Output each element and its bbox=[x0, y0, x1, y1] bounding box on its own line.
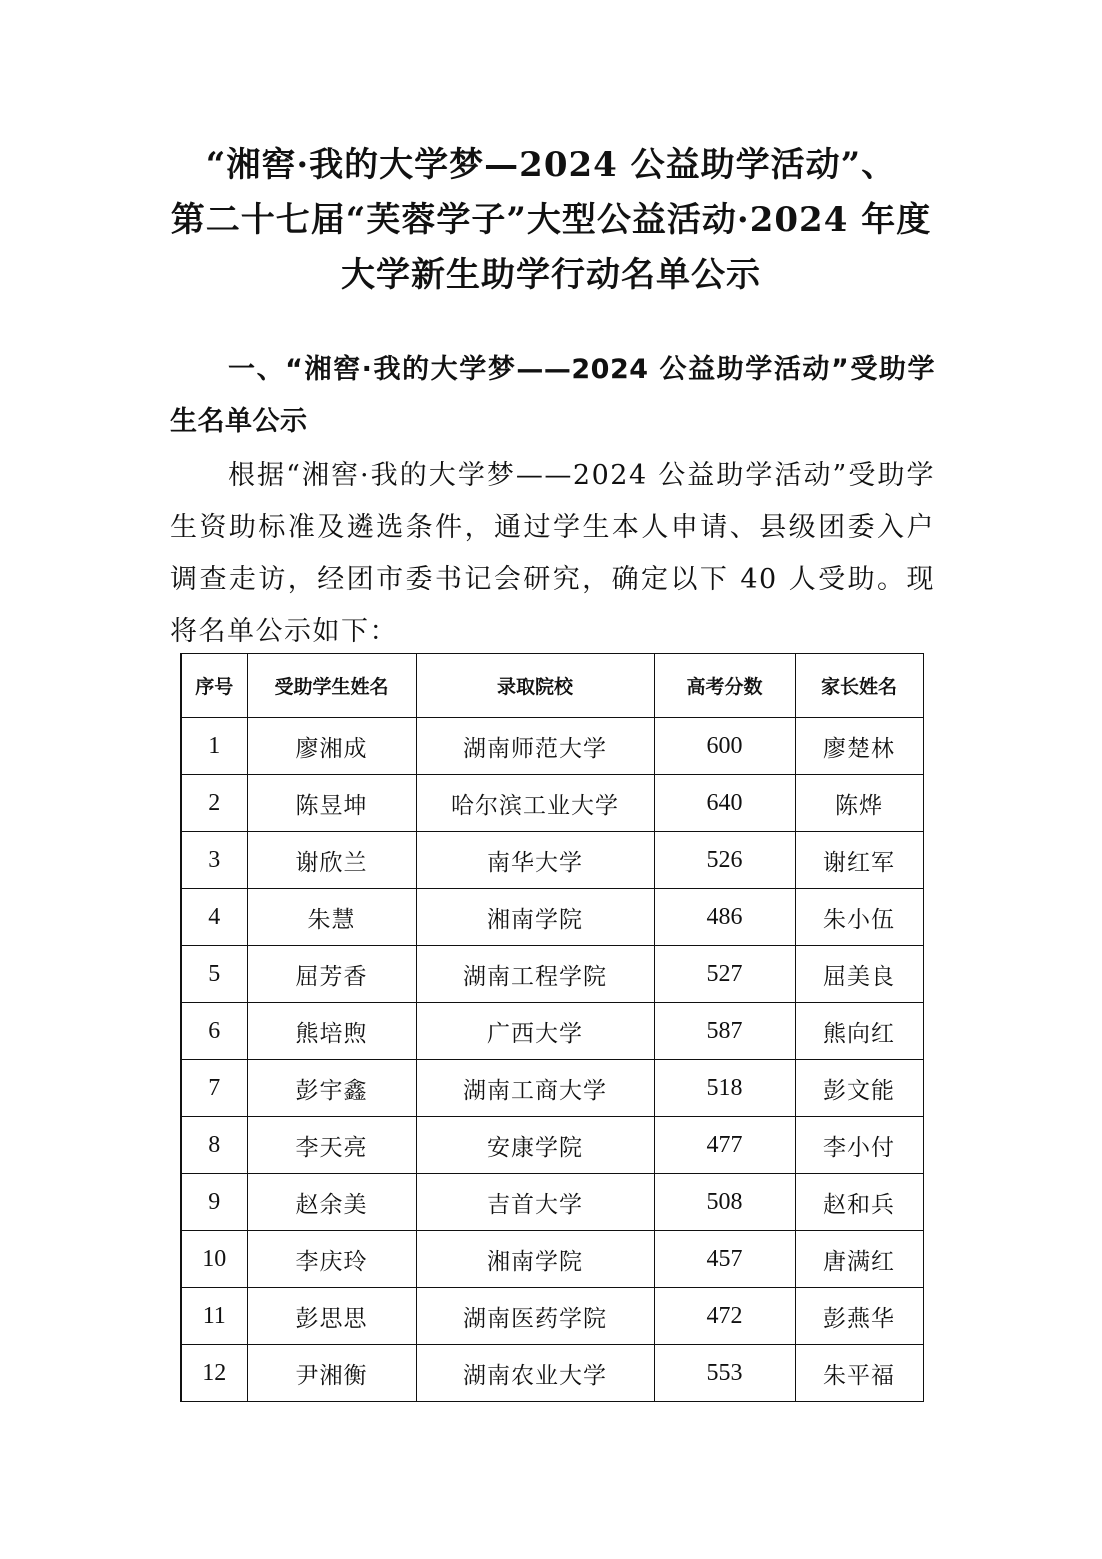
table-row bbox=[181, 1288, 923, 1345]
header-student-name: 受助学生姓名 bbox=[247, 654, 416, 718]
cell-admitted-school: 湖南工程学院 bbox=[416, 946, 654, 1003]
cell-student-name: 李天亮 bbox=[247, 1117, 416, 1174]
table-row bbox=[181, 1117, 923, 1174]
table-row bbox=[181, 832, 923, 889]
cell-exam-score: 600 bbox=[654, 718, 795, 775]
cell-student-name: 朱慧 bbox=[247, 889, 416, 946]
intro-paragraph: 根据“湘窖·我的大学梦——2024 公益助学活动”受助学生资助标准及遴选条件，通过学生本人申请、县级团委入户调查走访，经团市委书记会研究，确定以下 40 人受助。现将名单公示如下： bbox=[170, 460, 935, 647]
cell-student-name: 李庆玲 bbox=[247, 1231, 416, 1288]
cell-exam-score: 526 bbox=[654, 832, 795, 889]
cell-exam-score: 486 bbox=[654, 889, 795, 946]
cell-serial-number: 6 bbox=[181, 1003, 247, 1060]
cell-serial-number: 5 bbox=[181, 946, 247, 1003]
cell-parent-name: 朱小伍 bbox=[795, 889, 923, 946]
cell-exam-score: 518 bbox=[654, 1060, 795, 1117]
cell-admitted-school: 湖南医药学院 bbox=[416, 1288, 654, 1345]
cell-parent-name: 屈美良 bbox=[795, 946, 923, 1003]
cell-student-name: 屈芳香 bbox=[247, 946, 416, 1003]
cell-admitted-school: 哈尔滨工业大学 bbox=[416, 775, 654, 832]
cell-admitted-school: 安康学院 bbox=[416, 1117, 654, 1174]
cell-admitted-school: 湖南工商大学 bbox=[416, 1060, 654, 1117]
header-serial-number: 序号 bbox=[181, 654, 247, 718]
cell-admitted-school: 吉首大学 bbox=[416, 1174, 654, 1231]
table-row bbox=[181, 946, 923, 1003]
cell-exam-score: 472 bbox=[654, 1288, 795, 1345]
cell-serial-number: 4 bbox=[181, 889, 247, 946]
cell-serial-number: 7 bbox=[181, 1060, 247, 1117]
table-row bbox=[181, 718, 923, 775]
cell-parent-name: 陈烨 bbox=[795, 775, 923, 832]
cell-admitted-school: 湖南农业大学 bbox=[416, 1345, 654, 1402]
cell-parent-name: 朱平福 bbox=[795, 1345, 923, 1402]
document-title bbox=[0, 138, 1102, 303]
cell-student-name: 熊培煦 bbox=[247, 1003, 416, 1060]
cell-serial-number: 12 bbox=[181, 1345, 247, 1402]
cell-parent-name: 赵和兵 bbox=[795, 1174, 923, 1231]
cell-parent-name: 谢红军 bbox=[795, 832, 923, 889]
cell-admitted-school: 湖南师范大学 bbox=[416, 718, 654, 775]
table-row bbox=[181, 1174, 923, 1231]
title-line-3: 大学新生助学行动名单公示 bbox=[341, 255, 761, 295]
header-exam-score: 高考分数 bbox=[654, 654, 795, 718]
cell-parent-name: 彭燕华 bbox=[795, 1288, 923, 1345]
table-body bbox=[181, 718, 923, 1402]
table-row bbox=[181, 1345, 923, 1402]
cell-serial-number: 1 bbox=[181, 718, 247, 775]
recipient-table bbox=[180, 653, 924, 1402]
cell-parent-name: 熊向红 bbox=[795, 1003, 923, 1060]
section-heading: 一、“湘窖·我的大学梦——2024 公益助学活动”受助学生名单公示 bbox=[170, 354, 935, 437]
cell-admitted-school: 南华大学 bbox=[416, 832, 654, 889]
title-line-2: 第二十七届“芙蓉学子”大型公益活动·2024 年度 bbox=[170, 200, 932, 240]
title-line-1: “湘窖·我的大学梦—2024 公益助学活动”、 bbox=[205, 145, 897, 185]
table-row bbox=[181, 775, 923, 832]
cell-serial-number: 9 bbox=[181, 1174, 247, 1231]
cell-admitted-school: 湘南学院 bbox=[416, 1231, 654, 1288]
cell-serial-number: 2 bbox=[181, 775, 247, 832]
table-row bbox=[181, 1003, 923, 1060]
cell-student-name: 谢欣兰 bbox=[247, 832, 416, 889]
cell-exam-score: 587 bbox=[654, 1003, 795, 1060]
cell-exam-score: 640 bbox=[654, 775, 795, 832]
cell-parent-name: 唐满红 bbox=[795, 1231, 923, 1288]
table-row bbox=[181, 889, 923, 946]
header-admitted-school: 录取院校 bbox=[416, 654, 654, 718]
table-row bbox=[181, 1231, 923, 1288]
cell-student-name: 彭思思 bbox=[247, 1288, 416, 1345]
cell-serial-number: 10 bbox=[181, 1231, 247, 1288]
cell-admitted-school: 湘南学院 bbox=[416, 889, 654, 946]
cell-exam-score: 457 bbox=[654, 1231, 795, 1288]
header-parent-name: 家长姓名 bbox=[795, 654, 923, 718]
cell-serial-number: 11 bbox=[181, 1288, 247, 1345]
cell-student-name: 尹湘衡 bbox=[247, 1345, 416, 1402]
cell-parent-name: 李小付 bbox=[795, 1117, 923, 1174]
cell-exam-score: 508 bbox=[654, 1174, 795, 1231]
table-row bbox=[181, 1060, 923, 1117]
cell-exam-score: 553 bbox=[654, 1345, 795, 1402]
cell-student-name: 赵余美 bbox=[247, 1174, 416, 1231]
cell-parent-name: 彭文能 bbox=[795, 1060, 923, 1117]
cell-exam-score: 527 bbox=[654, 946, 795, 1003]
cell-student-name: 彭宇鑫 bbox=[247, 1060, 416, 1117]
cell-student-name: 廖湘成 bbox=[247, 718, 416, 775]
cell-admitted-school: 广西大学 bbox=[416, 1003, 654, 1060]
cell-parent-name: 廖楚林 bbox=[795, 718, 923, 775]
cell-student-name: 陈昱坤 bbox=[247, 775, 416, 832]
table-header-row bbox=[181, 654, 923, 718]
cell-serial-number: 8 bbox=[181, 1117, 247, 1174]
cell-serial-number: 3 bbox=[181, 832, 247, 889]
cell-exam-score: 477 bbox=[654, 1117, 795, 1174]
